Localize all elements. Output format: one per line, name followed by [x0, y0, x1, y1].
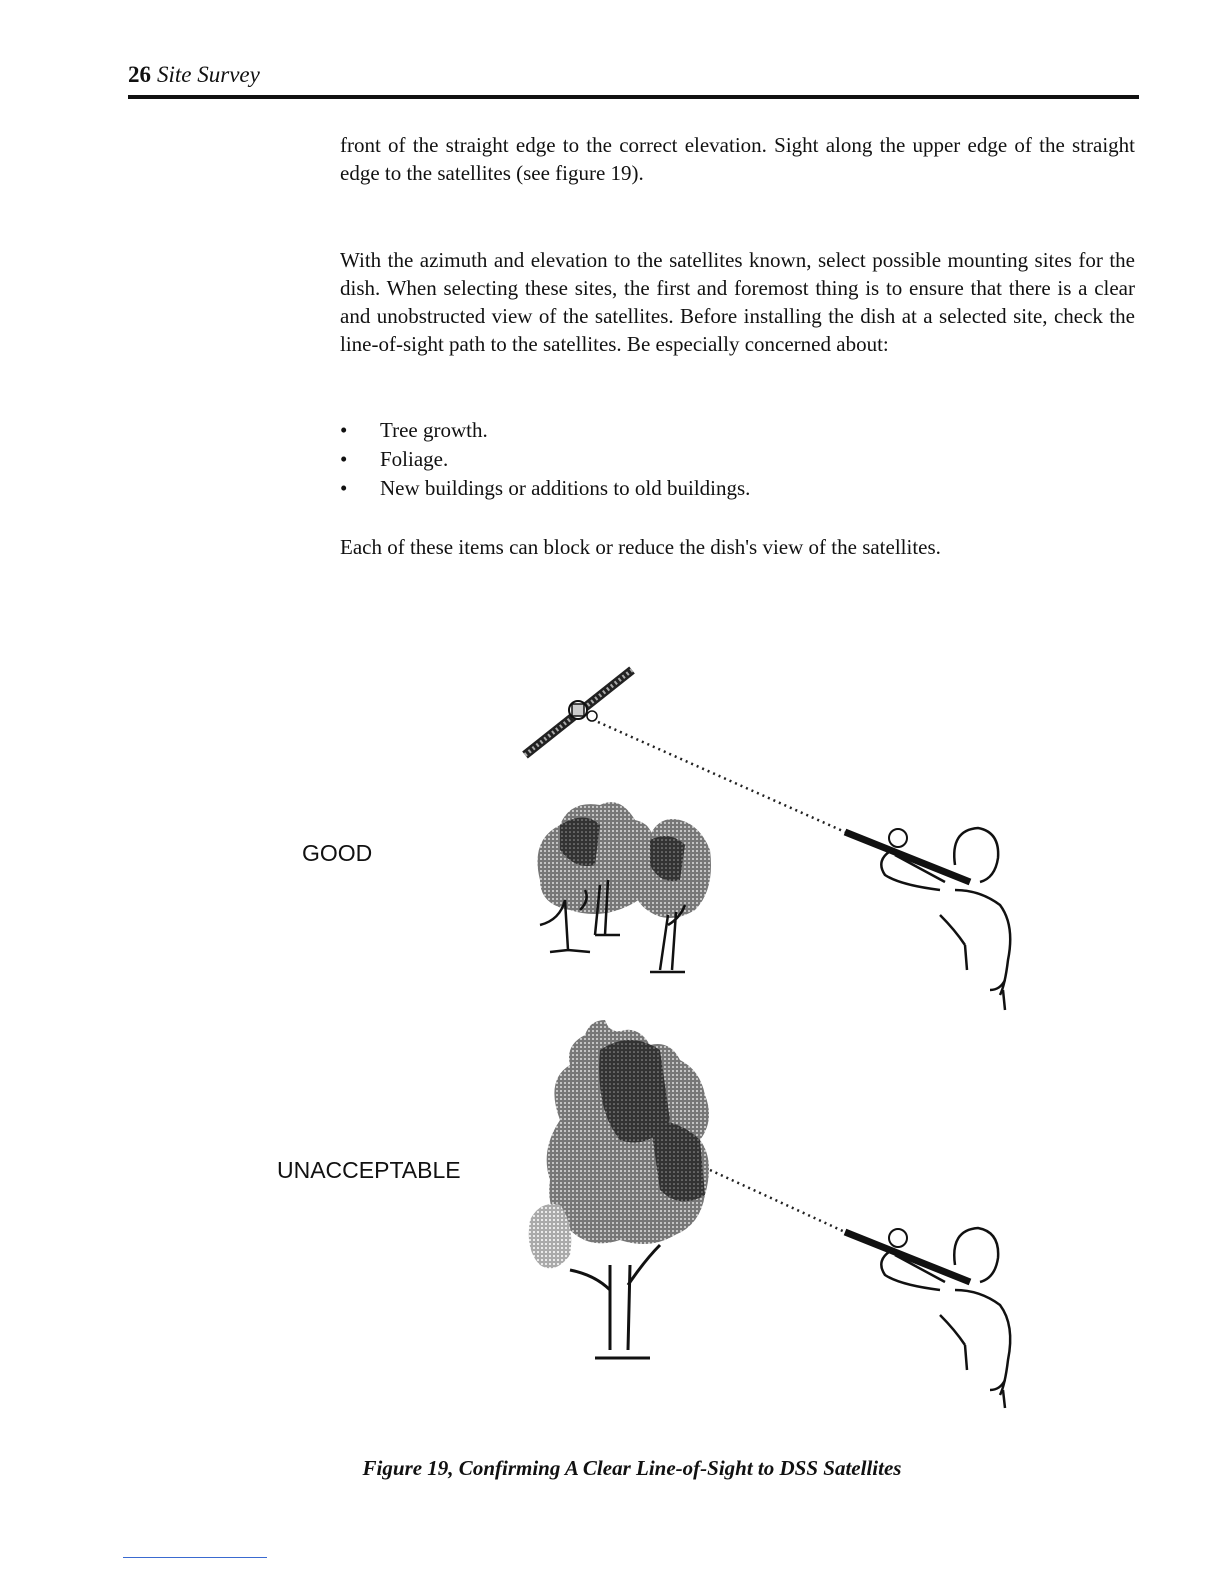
tree-icon	[529, 1020, 709, 1358]
footer-rule	[123, 1557, 267, 1558]
list-item	[340, 474, 750, 503]
bullet-icon: •	[340, 418, 348, 442]
list-item-text: New buildings or additions to old buildings.	[380, 476, 751, 500]
page-number: 26	[128, 62, 151, 87]
person-sighting-icon	[845, 1228, 1010, 1408]
concern-list	[340, 416, 750, 503]
page-header	[128, 62, 260, 88]
satellite-icon	[525, 670, 632, 755]
figure-caption: Figure 19, Confirming A Clear Line-of-Sight to DSS Satellites	[362, 1456, 902, 1480]
person-sighting-icon	[845, 828, 1010, 1010]
bullet-icon: •	[340, 476, 348, 500]
paragraph-summary: Each of these items can block or reduce the dish's view of the satellites.	[340, 535, 941, 559]
line-of-sight-clear	[598, 722, 845, 832]
header-rule	[128, 95, 1139, 99]
paragraph-site-selection: With the azimuth and elevation to the satellites known, select possible mounting sites for the dish. When selecting these sites, the first and foremost thing is to ensure that there is a clear and unobstructed view of the satellites. Before installing the dish at a selected site, check the line-of-sight path to the satellites. Be especially concerned about:	[340, 248, 1135, 356]
line-of-sight-blocked	[710, 1170, 845, 1232]
bullet-icon: •	[340, 447, 348, 471]
list-item-text: Foliage.	[380, 447, 449, 471]
list-item	[340, 445, 750, 474]
section-title: Site Survey	[157, 62, 260, 87]
figure-label-good: GOOD	[302, 840, 373, 866]
figure-label-unacceptable: UNACCEPTABLE	[277, 1157, 461, 1183]
line-of-sight-illustration	[500, 650, 1060, 1410]
tree-icon	[634, 819, 711, 972]
list-item-text: Tree growth.	[380, 418, 488, 442]
list-item	[340, 416, 750, 445]
paragraph-continuation: front of the straight edge to the correct elevation. Sight along the upper edge of the straight edge to the satellites (see figure 19).	[340, 133, 1135, 185]
